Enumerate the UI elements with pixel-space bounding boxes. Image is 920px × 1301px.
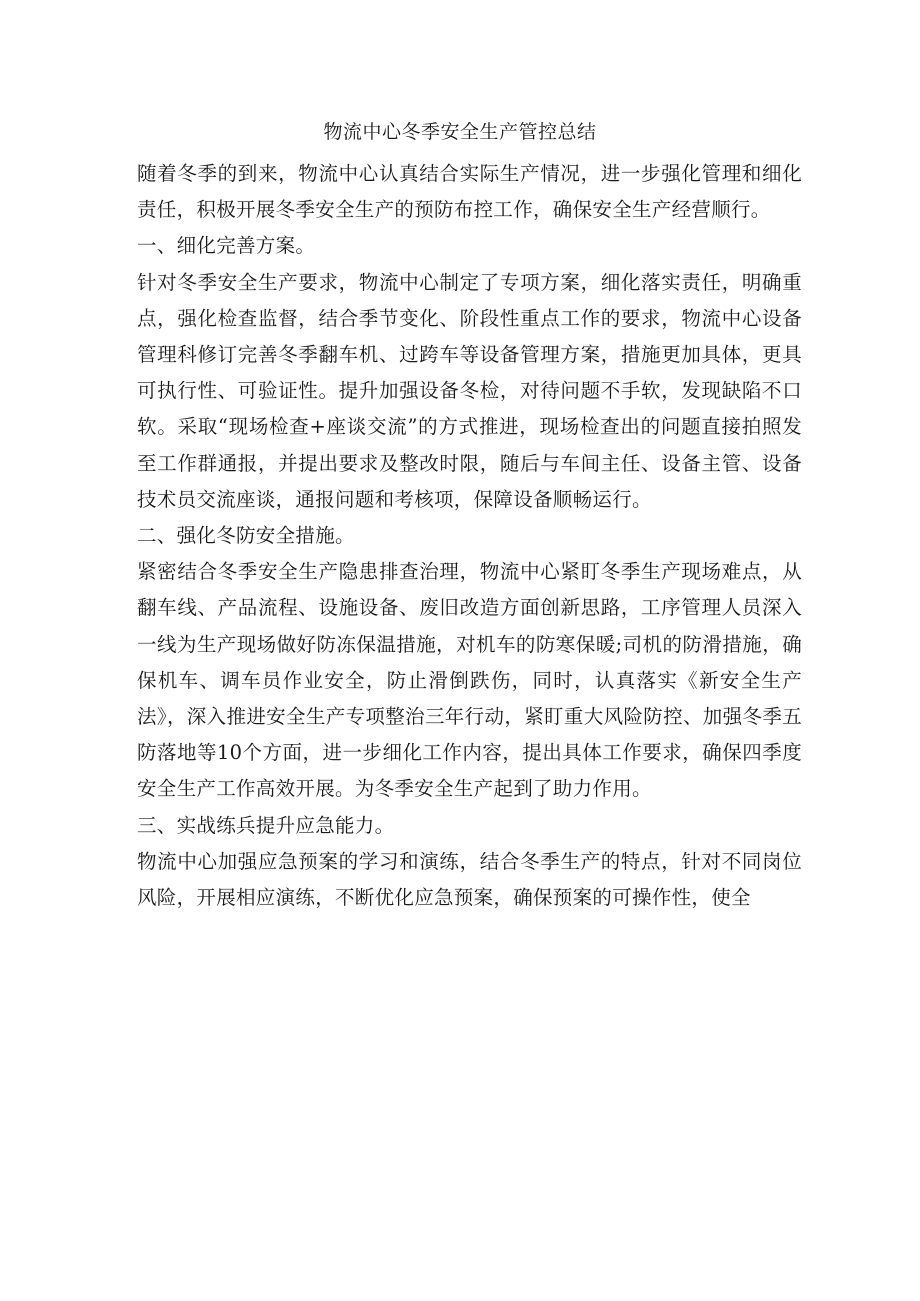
document-title: 物流中心冬季安全生产管控总结 [323,121,597,143]
section-heading-1: 一、细化完善方案。 [137,234,316,258]
section-1-paragraph: 针对冬季安全生产要求，物流中心制定了专项方案，细化落实责任，明确重点，强化检查监督，结合季节变化、阶段性重点工作的要求，物流中心设备管理科修订完善冬季翻车机、过跨车等设备管理方案，措施更加具体，更具可执行性、可验证性。提升加强设备冬检，对待问题不手软，发现缺陷不口软。采取“现场检查+座谈交流”的方式推进，现场检查出的问题直接拍照发至工作群通报，并提出要求及整改时限，随后与车间主任、设备主管、设备技术员交流座谈，通报问题和考核项，保障设备顺畅运行。 [137,270,802,511]
intro-paragraph: 随着冬季的到来，物流中心认真结合实际生产情况，进一步强化管理和细化责任，积极开展冬季安全生产的预防布控工作，确保安全生产经营顺行。 [137,162,802,222]
section-3-paragraph: 物流中心加强应急预案的学习和演练，结合冬季生产的特点，针对不同岗位风险，开展相应演练，不断优化应急预案，确保预案的可操作性，使全 [137,849,802,910]
section-heading-2: 二、强化冬防安全措施。 [137,524,355,548]
section-2-paragraph: 紧密结合冬季安全生产隐患排查治理，物流中心紧盯冬季生产现场难点，从翻车线、产品流程、设施设备、废旧改造方面创新思路，工序管理人员深入一线为生产现场做好防冻保温措施，对机车的防寒保暖;司机的防滑措施，确保机车、调车员作业安全，防止滑倒跌伤，同时，认真落实《新安全生产法》，深入推进安全生产专项整治三年行动，紧盯重大风险防控、加强冬季五防落地等10个方面，进一步细化工作内容，提出具体工作要求，确保四季度安全生产工作高效开展。为冬季安全生产起到了助力作用。 [137,560,802,801]
section-heading-3: 三、实战练兵提升应急能力。 [137,813,395,837]
document-body [137,156,802,916]
